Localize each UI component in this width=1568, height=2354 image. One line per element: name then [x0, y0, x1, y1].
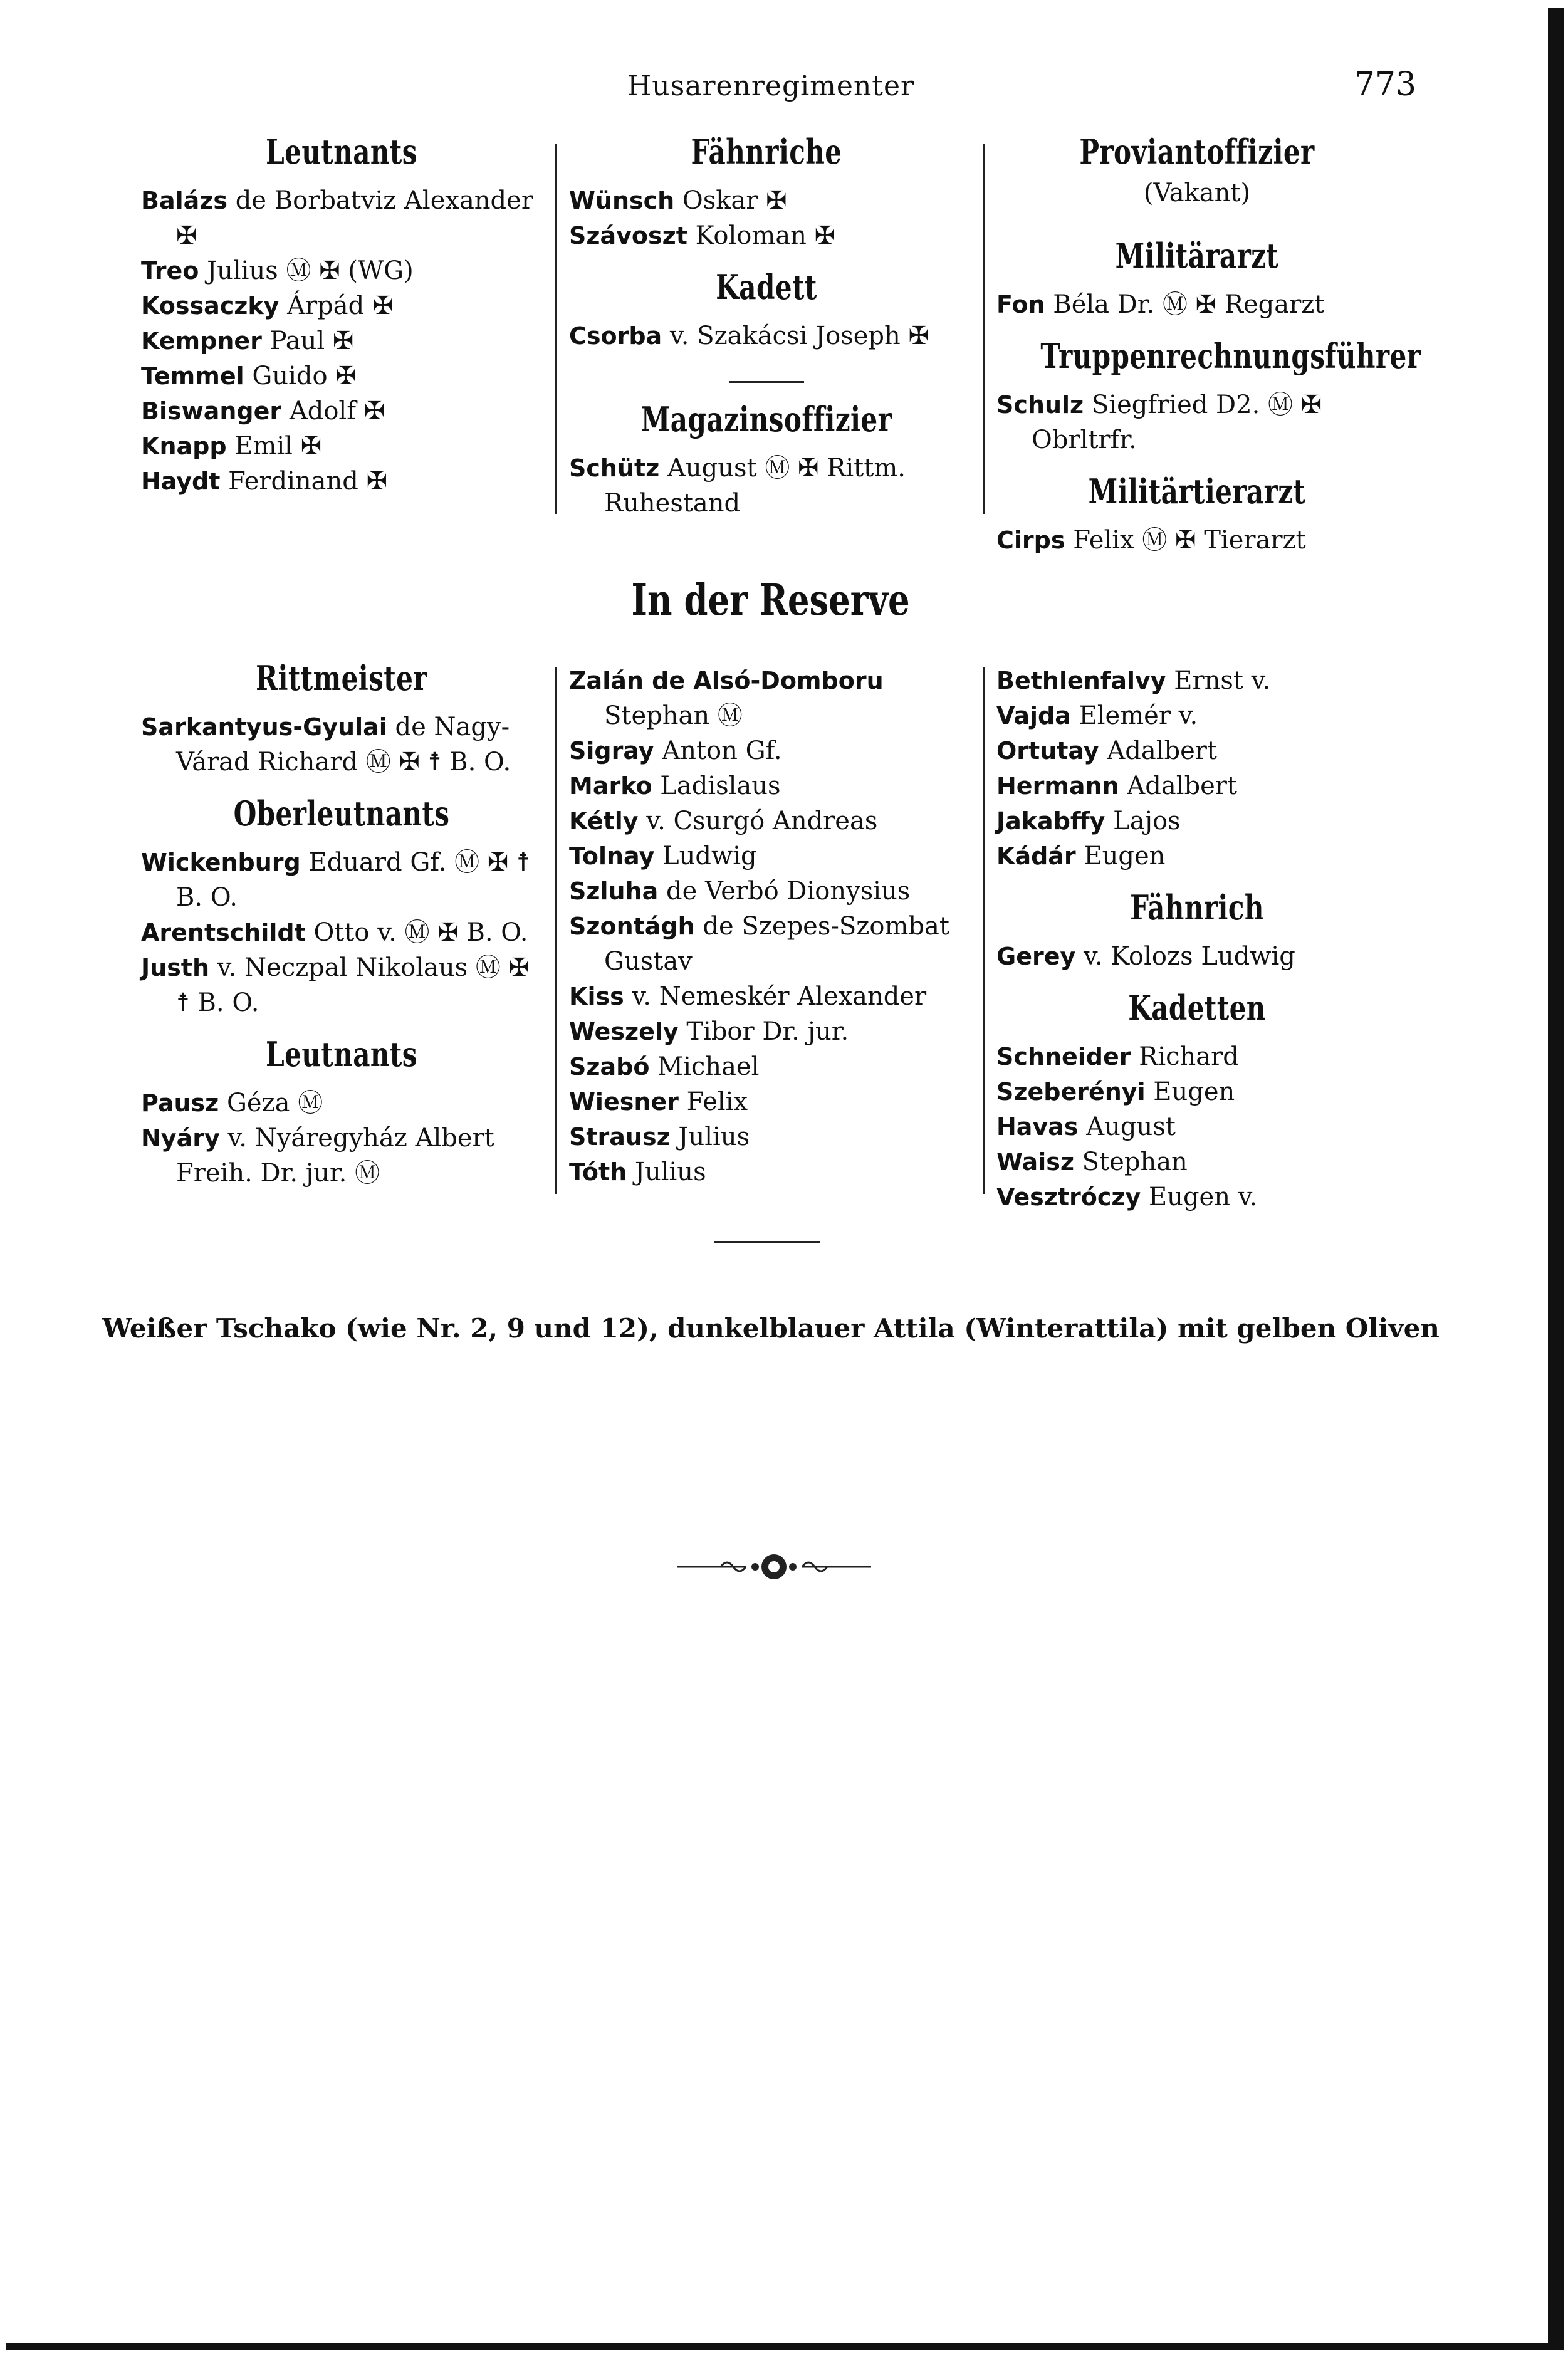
entry-details: Julius: [627, 1158, 706, 1186]
surname: Tóth: [569, 1158, 627, 1186]
entry-details: Adalbert: [1119, 772, 1237, 800]
surname: Bethlenfalvy: [996, 667, 1166, 694]
surname: Justh: [141, 954, 210, 981]
roster-entry: [141, 845, 542, 915]
reserve-heading: In der Reserve: [631, 575, 911, 625]
uniform-footnote: Weißer Tschako (wie Nr. 2, 9 und 12), dunkelblauer Attila (Winterattila) mit gelben Oliven: [102, 1313, 1440, 1344]
entry-details: Stephan: [1074, 1148, 1188, 1176]
surname: Vajda: [996, 702, 1071, 730]
roster-entry: [569, 1014, 964, 1049]
section-gap: [569, 1190, 964, 1203]
entry-details: Michael: [649, 1052, 760, 1081]
entry-details: de Borbatviz Alexander ✠: [176, 186, 541, 250]
surname: Sarkantyus-Gyulai: [141, 713, 387, 741]
entry-details: Lajos: [1105, 807, 1181, 835]
column-rule: [555, 144, 557, 514]
roster-entry: [569, 183, 964, 218]
section-heading: Kadett: [716, 267, 817, 307]
roster-entry: [996, 663, 1398, 698]
surname: Cirps: [996, 526, 1065, 554]
surname: Schneider: [996, 1043, 1131, 1070]
roster-entry: [569, 874, 964, 909]
running-title: Husarenregimenter: [627, 70, 915, 102]
section-heading: Truppenrechnungsführer: [1040, 336, 1421, 376]
section-gap: [569, 353, 964, 367]
surname: Ortutay: [996, 737, 1099, 765]
surname: Szávoszt: [569, 222, 687, 249]
roster-entry: [996, 939, 1398, 974]
section-note: (Vakant): [1143, 179, 1251, 207]
section-heading: Magazinsoffizier: [640, 399, 892, 439]
entry-details: August Ⓜ ✠ Rittm. Ruhestand: [604, 454, 914, 518]
roster-entry: [996, 733, 1398, 768]
surname: Vesztróczy: [996, 1183, 1141, 1211]
entry-details: Eugen: [1145, 1077, 1235, 1106]
surname: Havas: [996, 1113, 1079, 1141]
entry-details: August: [1078, 1112, 1176, 1141]
entry-details: Ludwig: [654, 842, 757, 871]
section-gap: [141, 1191, 542, 1205]
surname: Knapp: [141, 432, 227, 460]
active-column-2: [569, 132, 964, 535]
roster-entry: [996, 387, 1398, 458]
roster-entry: [569, 1084, 964, 1119]
surname: Temmel: [141, 362, 244, 390]
entry-details: Guido ✠: [244, 362, 357, 390]
roster-entry: [569, 218, 964, 253]
surname: Treo: [141, 257, 199, 285]
section-gap: [569, 521, 964, 535]
roster-entry: [569, 1119, 964, 1154]
roster-entry: [141, 1121, 542, 1191]
roster-entry: [141, 288, 542, 323]
column-rule: [983, 667, 985, 1194]
section-gap: [996, 874, 1398, 887]
roster-entry: [141, 950, 542, 1020]
section-gap: [141, 499, 542, 513]
roster-entry: [141, 394, 542, 429]
roster-entry: [996, 1180, 1398, 1215]
roster-entry: [996, 1039, 1398, 1074]
section-heading: Leutnants: [266, 132, 417, 172]
roster-entry: [141, 709, 542, 780]
roster-entry: [569, 803, 964, 839]
entry-details: Ernst v.: [1166, 666, 1271, 695]
roster-entry: [996, 523, 1398, 558]
entry-details: Emil ✠: [226, 432, 322, 461]
roster-entry: [996, 698, 1398, 733]
entry-details: Adolf ✠: [281, 397, 385, 426]
section-gap: [996, 1215, 1398, 1228]
entry-details: Eugen: [1075, 842, 1166, 871]
surname: Kádár: [996, 842, 1076, 870]
surname: Szeberényi: [996, 1078, 1146, 1106]
roster-entry: [996, 1074, 1398, 1109]
roster-entry: [141, 1085, 542, 1121]
surname: Wünsch: [569, 187, 675, 214]
section-heading: Militärtierarzt: [1088, 471, 1306, 511]
roster-entry: [569, 979, 964, 1014]
roster-entry: [141, 429, 542, 464]
surname: Schütz: [569, 454, 660, 482]
entry-details: v. Neczpal Nikolaus Ⓜ ✠ ☨ B. O.: [176, 953, 538, 1017]
column-rule: [983, 144, 985, 514]
surname: Szabó: [569, 1053, 650, 1080]
entry-details: de Verbó Dionysius: [658, 877, 911, 906]
entry-details: de Nagy-Várad Richard Ⓜ ✠ ☨ B. O.: [176, 713, 511, 777]
section-gap: [569, 253, 964, 267]
section-heading: Kadetten: [1128, 988, 1266, 1028]
section-gap: [996, 974, 1398, 988]
roster-entry: [569, 318, 964, 353]
entry-details: Siegfried D2. Ⓜ ✠ Obrltrfr.: [1032, 390, 1330, 454]
surname: Kétly: [569, 807, 639, 835]
surname: Schulz: [996, 391, 1084, 419]
roster-entry: [569, 909, 964, 979]
surname: Arentschildt: [141, 919, 306, 946]
surname: Csorba: [569, 322, 662, 350]
roster-entry: [141, 323, 542, 358]
surname: Wickenburg: [141, 849, 301, 876]
surname: Haydt: [141, 468, 221, 495]
section-heading: Fähnrich: [1130, 887, 1264, 928]
entry-details: Julius Ⓜ ✠ (WG): [199, 256, 414, 285]
entry-details: v. Csurgó Andreas: [638, 807, 878, 835]
roster-entry: [569, 663, 964, 733]
ornament-icon: [677, 1548, 871, 1586]
entry-details: Paul ✠: [261, 327, 354, 355]
surname: Gerey: [996, 943, 1076, 970]
surname: Hermann: [996, 772, 1119, 800]
entry-details: Eugen v.: [1141, 1183, 1258, 1211]
entry-details: Géza Ⓜ: [219, 1089, 323, 1117]
surname: Fon: [996, 291, 1045, 318]
entry-details: Ferdinand ✠: [220, 467, 388, 496]
section-heading: Proviantoffizier: [1079, 132, 1315, 172]
entry-details: Ladislaus: [652, 772, 781, 800]
entry-details: Árpád ✠: [279, 291, 394, 320]
entry-details: v. Kolozs Ludwig: [1075, 942, 1295, 971]
reserve-column-2: [569, 663, 964, 1203]
entry-details: Tibor Dr. jur.: [678, 1017, 849, 1046]
roster-entry: [996, 768, 1398, 803]
section-gap: [141, 1020, 542, 1034]
surname: Weszely: [569, 1018, 679, 1045]
entry-details: Béla Dr. Ⓜ ✠ Regarzt: [1045, 290, 1325, 319]
surname: Kiss: [569, 983, 624, 1010]
roster-entry: [996, 1109, 1398, 1144]
entry-details: Julius: [670, 1122, 750, 1151]
column-rule: [555, 667, 557, 1194]
page-number: 773: [1354, 66, 1416, 103]
surname: Nyáry: [141, 1124, 220, 1152]
entry-details: Eduard Gf. Ⓜ ✠ ☨ B. O.: [176, 848, 538, 912]
section-gap: [996, 222, 1398, 236]
entry-details: Otto v. Ⓜ ✠ B. O.: [305, 918, 528, 947]
surname: Szluha: [569, 877, 659, 905]
entry-details: Felix: [678, 1087, 748, 1116]
section-heading: Fähnriche: [691, 132, 842, 172]
entry-details: Oskar ✠: [674, 186, 787, 215]
section-gap: [996, 458, 1398, 471]
surname: Jakabffy: [996, 807, 1105, 835]
surname: Zalán de Alsó-Domboru: [569, 667, 884, 694]
section-gap: [996, 322, 1398, 336]
section-heading: Leutnants: [266, 1034, 417, 1074]
roster-entry: [569, 839, 964, 874]
reserve-column-3: [996, 663, 1398, 1228]
surname: Marko: [569, 772, 652, 800]
roster-entry: [569, 768, 964, 803]
roster-entry: [996, 287, 1398, 322]
surname: Tolnay: [569, 842, 655, 870]
roster-entry: [141, 253, 542, 288]
surname: Sigray: [569, 737, 654, 765]
roster-entry: [141, 358, 542, 394]
entry-details: de Szepes-Szombat Gustav: [604, 912, 958, 976]
short-rule: [729, 381, 804, 383]
surname: Strausz: [569, 1123, 671, 1151]
roster-entry: [569, 733, 964, 768]
roster-entry: [141, 915, 542, 950]
entry-details: Anton Gf.: [654, 736, 782, 765]
entry-details: v. Nemeskér Alexander: [624, 982, 927, 1011]
section-heading: Rittmeister: [256, 658, 427, 698]
entry-details: v. Szakácsi Joseph ✠: [662, 322, 929, 350]
roster-entry: [569, 451, 964, 521]
surname: Biswanger: [141, 397, 282, 425]
section-heading: Militärarzt: [1115, 236, 1279, 276]
section-gap: [996, 558, 1398, 572]
entry-details: Richard: [1131, 1042, 1239, 1071]
separator-rule: [714, 1241, 820, 1243]
active-column-1: [141, 132, 542, 513]
active-column-3: [996, 132, 1421, 572]
entry-details: Koloman ✠: [687, 221, 836, 250]
surname: Pausz: [141, 1089, 219, 1117]
roster-entry: [996, 839, 1398, 874]
section-gap: [141, 780, 542, 793]
surname: Waisz: [996, 1148, 1074, 1176]
surname: Kempner: [141, 327, 262, 355]
surname: Kossaczky: [141, 292, 280, 320]
roster-entry: [996, 1144, 1398, 1180]
surname: Balázs: [141, 187, 228, 214]
reserve-column-1: [141, 658, 542, 1205]
section-heading: Oberleutnants: [233, 793, 450, 834]
roster-entry: [569, 1154, 964, 1190]
roster-entry: [141, 183, 542, 253]
entry-details: Elemér v.: [1070, 701, 1198, 730]
entry-details: v. Nyáregyház Albert Freih. Dr. jur. Ⓜ: [176, 1124, 503, 1188]
entry-details: Stephan Ⓜ: [604, 666, 892, 730]
surname: Szontágh: [569, 913, 695, 940]
surname: Wiesner: [569, 1088, 679, 1116]
entry-details: Felix Ⓜ ✠ Tierarzt: [1065, 526, 1306, 555]
entry-details: Adalbert: [1099, 736, 1217, 765]
roster-entry: [141, 464, 542, 499]
roster-entry: [569, 1049, 964, 1084]
roster-entry: [996, 803, 1398, 839]
